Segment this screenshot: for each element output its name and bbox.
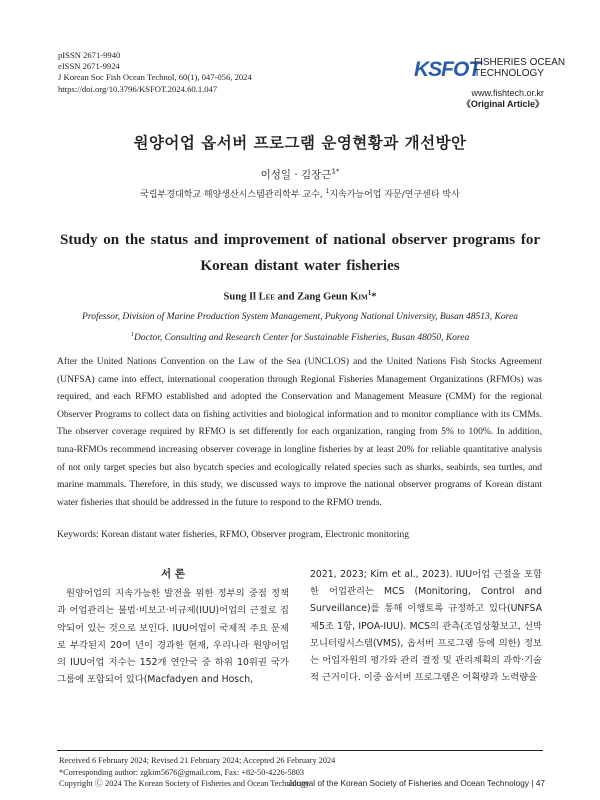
title-english: Study on the status and improvement of national observer programs for Korean distant water fisheries [60, 232, 541, 274]
page-number: 47 [535, 778, 545, 788]
title-korean: 원양어업 옵서버 프로그램 운영현황과 개선방안 [133, 134, 467, 152]
keywords: Keywords: Korean distant water fisheries, RFMO, Observer program, Electronic monitoring [57, 530, 409, 540]
affiliation-korean: 국립부경대학교 해양생산시스템관리학부 교수, $^1$지속가능어업 자문/연구센타 박사 [140, 188, 460, 200]
article-dates: Received 6 February 2024; Revised 21 February 2024; Accepted 26 February 2024 [59, 756, 336, 765]
journal-reference: J Korean Soc Fish Ocean Technol, 60(1), 047-056, 2024 [58, 72, 252, 83]
logo-name-line1: FISHERIES OCEAN [474, 57, 566, 68]
section-heading-intro: 서 론 [161, 568, 185, 580]
journal-meta [58, 50, 252, 95]
article-type: 《Original Article》 [461, 99, 544, 109]
copyright: Copyright Ⓒ 2024 The Korean Society of Fisheries and Ocean Technology [59, 779, 310, 788]
authors-english: Sung Il Lee and Zang Geun Kim$^1$* [223, 289, 377, 303]
page-footer: Journal of the Korean Society of Fisheries and Ocean Technology | 47 [287, 778, 545, 788]
corresponding-author: *Corresponding author: zgkim5676@gmail.com, Fax: +82-50-4226-5803 [59, 767, 305, 777]
intro-right-column [310, 566, 542, 686]
footer-journal-name: Journal of the Korean Society of Fisheries and Ocean Technology [287, 778, 529, 788]
journal-site [462, 88, 544, 110]
logo-name [474, 57, 566, 79]
intro-paragraph-continued: 2021, 2023; Kim et al., 2023). IUU어업 근절을 포함한 어업관리는 MCS (Monitoring, Control and Surveillance)를 통해 이행토록 규정하고 있다(UNFSA 제5조 1항, IPOA-IUU). MCS의 관측(조업상황보고, 선박모니터링시스템(VMS), 옵서버 프로그램 등에 의한) 정보는 어업자원의 평가와 관리 결정 및 관리계획의 과학·기술적 근거이다. 이중 옵서버 프로그램은 어획량과 노력량을 [310, 569, 542, 684]
authors-korean: 이성일 · 김장근$^{1*}$ [260, 167, 340, 181]
affiliation-english: Professor, Division of Marine Production System Management, Pukyong National University, Busan 48513, Korea $^1$Doctor, Consulting and Research Center for Sustainable Fisheries, Busan 48050, Korea [82, 312, 518, 344]
intro-left-column [57, 566, 289, 688]
intro-paragraph: 원양어업의 지속가능한 발전을 위한 정부의 중점 정책과 어업관리는 불법·비보고·비규제(IUU)어업의 근절로 집약되어 있는 것으로 보인다. IUU어업이 국제적 주요 문제로 부각된지 20여 년이 경과한 현재, 우리나라 원양어업의 IUU어업 지수는 152개 연안국 중 하위 10위권 국가 그룹에 포함되어 있다(Macfadyen and Hosch, [57, 588, 289, 686]
doi-link[interactable]: https://doi.org/10.3796/KSFOT.2024.60.1.047 [58, 83, 218, 94]
logo-name-line2: TECHNOLOGY [474, 68, 545, 79]
eissn: eISSN 2671-9924 [58, 61, 120, 72]
logo-mark: KSFOT [414, 58, 481, 81]
abstract: After the United Nations Convention on the Law of the Sea (UNCLOS) and the United Nations Fish Stocks Agreement (UNFSA) came into effect, international cooperation through Regional Fisheries Management Organizations (RFMOs) was required, and each RFMO established and adopted the Conservation and Management Measure (CMM) for the regional Observer Programs to collect data on fishing activities and biological information and to monitor compliance with its CMMs. The observer coverage required by RFMO is set differently for each organization, ranging from 5% to 100%. In addition, tuna-RFMOs recommend increasing observer coverage in longline fisheries by at least 20% for reliable quantitative analysis of not only target species but also bycatch species and ecologically related species such as sharks, seabirds, sea turtles, and marine mammals. Therefore, in this study, we discussed ways to improve the national observer programs of Korean distant water fisheries that should be addressed in the future to respond to the RFMO trends. [57, 356, 542, 508]
pissn: pISSN 2671-9940 [58, 50, 121, 60]
footnote-divider [57, 750, 543, 751]
website-link[interactable]: www.fishtech.or.kr [471, 88, 544, 98]
